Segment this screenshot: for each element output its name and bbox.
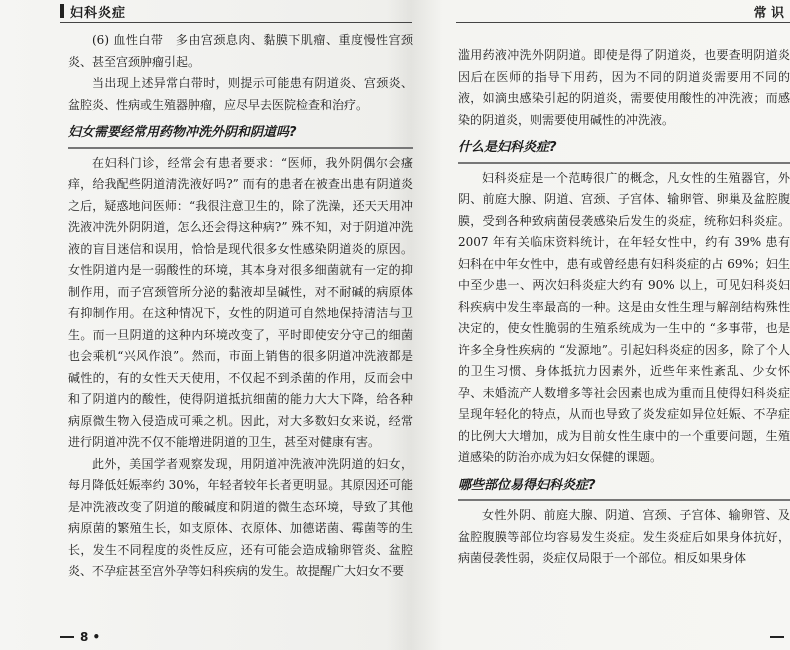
paragraph: 滥用药液冲洗外阴阴道。即使是得了阴道炎，也要查明阴道炎因后在医师的指导下用药，因为不同的阴道炎需要用不同的液，如滴虫感染引起的阴道炎，需要使用酸性的冲洗液；而感染的阴道炎，则需要使用碱性的冲洗液。: [458, 48, 790, 127]
section-heading: 哪些部位易得妇科炎症?: [458, 475, 790, 502]
paragraph: 当出现上述异常白带时，则提示可能患有阴道炎、宫颈炎、盆腔炎、性病或生殖器肿瘤，应尽早去医院检查和治疗。: [68, 76, 413, 112]
page-number-text: 8: [80, 630, 89, 644]
header-title: 妇科炎症: [70, 5, 127, 21]
paragraph: 在妇科门诊，经常会有患者要求：“医师，我外阴偶尔会瘙痒，给我配些阴道清洗液好吗?” 而有的患者在被查出患有阴道炎之后，疑惑地问医师：“我很注意卫生的，除了洗澡，还天天用冲洗液冲洗外阴阴道，怎么还会得这种病?” 殊不知，对于阴道冲洗液的盲目迷信和误用，恰恰是现代很多女性感染阴道炎的原因。女性阴道内是一弱酸性的环境，其本身对很多细菌就有一定的抑制作用，而子宫颈管所分泌的黏液却呈碱性，对不耐碱的病原体有抑制作用。在这种情况下，女性的阴道可自然地保持清洁与卫生。而一旦阴道的这种内环境改变了，平时即使安分守己的细菌也会乘机“兴风作浪”。然而，市面上销售的很多阴道冲洗液都是碱性的，有的女性天天使用，不仅起不到杀菌的作用，反而会中和了阴道内的酸性，使得阴道抵抗细菌的能力大大下降，给各种病原微生物入侵造成可乘之机。因此，对大多数妇女来说，经常进行阴道冲洗不仅不能增进阴道的卫生，甚至对健康有害。: [68, 155, 413, 449]
header-rule: [60, 22, 412, 23]
folio-dot: •: [88, 630, 101, 644]
page-number: [60, 630, 100, 644]
paragraph: 妇科炎症是一个范畴很广的概念，凡女性的生殖器官，外阴、前庭大腺、阴道、宫颈、子宫体、输卵管、卵巢及盆腔腹膜，受到各种致病菌侵袭感染后发生的炎症，统称妇科炎症。2007 年有关临床资料统计，在年轻女性中，约有 39% 患有妇科在中年女性中，患有或曾经患有妇科炎症的占 69%；妇生中至少患一、两次妇科炎症大约有 90% 以上，可见妇科炎妇科疾病中发生率最高的一种。这是由女性生理与解剖结构殊性决定的，使女性脆弱的生殖系统成为一生中的 “多事带，也是许多全身性疾病的 “发源地”。引起妇科炎症的因多，除了个人的卫生习惯、身体抵抗力因素外，近些年来性紊乱、少女怀孕、未婚流产人数增多等社会因素也成为重而且使得妇科炎症呈现年轻化的特点，从而也导致了炎发症如异位妊娠、不孕症的比例大大增加，成为目前女性生康中的一个重要问题，生殖道感染的防治亦成为妇女保健的课题。: [458, 170, 790, 464]
left-page-body: [68, 30, 413, 583]
running-header: [60, 0, 126, 22]
header-bar: [60, 4, 64, 18]
folio-dash: [60, 636, 74, 638]
right-page-body: [458, 45, 790, 570]
paragraph: 此外，美国学者观察发现，用阴道冲洗液冲洗阴道的妇女，每月降低妊娠率约 30%，年轻者较年长者更明显。其原因还可能是冲洗液改变了阴道的酸碱度和阴道的微生态环境，导致了其他病原菌的繁殖生长，如支原体、衣原体、加德诺菌、霉菌等的生长，发生不同程度的炎性反应，还有可能会造成输卵管炎、盆腔炎、不孕症甚至宫外孕等妇科疾病的发生。故提醒广大妇女不要: [68, 456, 413, 578]
right-page: [438, 0, 790, 650]
header-rule-right: [456, 22, 790, 23]
running-header-right: 常 识: [753, 6, 784, 21]
paragraph: (6) 血性白带 多由宫颈息肉、黏膜下肌瘤、重度慢性宫颈炎、甚至宫颈肿瘤引起。: [68, 33, 413, 69]
section-heading: 什么是妇科炎症?: [458, 137, 790, 164]
paragraph: 女性外阴、前庭大腺、阴道、宫颈、子宫体、输卵管、及盆腔腹膜等部位均容易发生炎症。发生炎症后如果身体抗好，病菌侵袭性弱，炎症仅局限于一个部位。相反如果身体: [458, 508, 790, 565]
folio-dash-right: [770, 636, 784, 638]
section-heading: 妇女需要经常用药物冲洗外阴和阴道吗?: [68, 122, 413, 149]
